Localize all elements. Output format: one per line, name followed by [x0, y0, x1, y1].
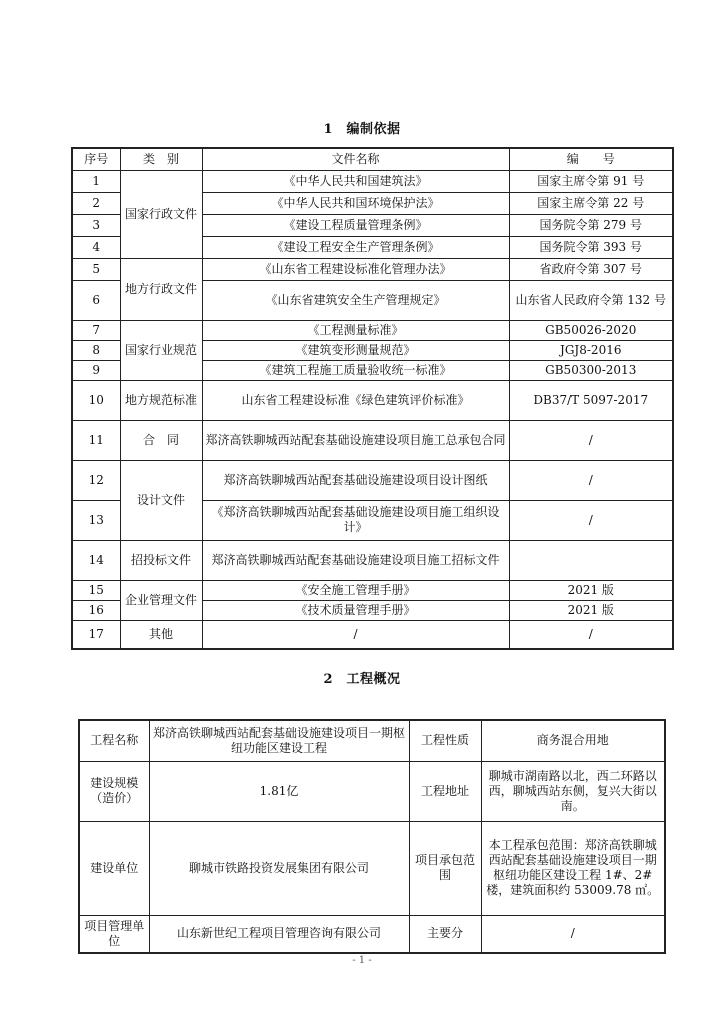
row-no: 14 [72, 540, 120, 580]
doc-name: 《中华人民共和国环境保护法》 [202, 192, 509, 214]
doc-name: 《建筑工程施工质量验收统一标准》 [202, 360, 509, 380]
row-no: 3 [72, 214, 120, 236]
doc-name: 《建设工程质量管理条例》 [202, 214, 509, 236]
doc-code: 国务院令第 393 号 [509, 236, 673, 258]
doc-code: / [509, 420, 673, 460]
table-row [72, 540, 673, 580]
row-no: 8 [72, 340, 120, 360]
value-management-unit: 山东新世纪工程项目管理咨询有限公司 [149, 915, 409, 953]
table-header-row [72, 148, 673, 170]
value-scale: 1.81亿 [149, 761, 409, 821]
doc-code: 2021 版 [509, 580, 673, 600]
value-main-sub: / [481, 915, 665, 953]
value-project-name: 郑济高铁聊城西站配套基础设施建设项目一期枢纽功能区建设工程 [149, 720, 409, 761]
row-no: 4 [72, 236, 120, 258]
doc-code: 国家主席令第 22 号 [509, 192, 673, 214]
table-row [72, 170, 673, 192]
label-address: 工程地址 [409, 761, 481, 821]
table-row [72, 320, 673, 340]
label-project-nature: 工程性质 [409, 720, 481, 761]
overview-table [78, 719, 666, 954]
label-main-sub: 主要分 [409, 915, 481, 953]
row-no: 2 [72, 192, 120, 214]
row-no: 1 [72, 170, 120, 192]
table-row [72, 420, 673, 460]
row-no: 15 [72, 580, 120, 600]
doc-name: 《技术质量管理手册》 [202, 600, 509, 620]
category-cell: 企业管理文件 [120, 580, 202, 620]
header-no: 序号 [72, 148, 120, 170]
row-no: 10 [72, 380, 120, 420]
value-address: 聊城市湖南路以北，西二环路以西，聊城西站东侧，复兴大街以南。 [481, 761, 665, 821]
doc-code: / [509, 500, 673, 540]
doc-name: / [202, 620, 509, 649]
table-row [79, 761, 665, 821]
label-scale: 建设规模（造价） [79, 761, 149, 821]
doc-code: / [509, 620, 673, 649]
doc-name: 郑济高铁聊城西站配套基础设施建设项目施工招标文件 [202, 540, 509, 580]
doc-code: 省政府令第 307 号 [509, 258, 673, 280]
doc-name: 郑济高铁聊城西站配套基础设施建设项目施工总承包合同 [202, 420, 509, 460]
table-row [79, 720, 665, 761]
doc-code [509, 540, 673, 580]
label-builder: 建设单位 [79, 821, 149, 915]
table-row [72, 580, 673, 600]
label-project-name: 工程名称 [79, 720, 149, 761]
value-builder: 聊城市铁路投资发展集团有限公司 [149, 821, 409, 915]
row-no: 6 [72, 280, 120, 320]
header-code: 编 号 [509, 148, 673, 170]
doc-name: 《山东省工程建设标准化管理办法》 [202, 258, 509, 280]
doc-code: 2021 版 [509, 600, 673, 620]
doc-name: 《郑济高铁聊城西站配套基础设施建设项目施工组织设计》 [202, 500, 509, 540]
row-no: 17 [72, 620, 120, 649]
row-no: 5 [72, 258, 120, 280]
category-cell: 地方规范标准 [120, 380, 202, 420]
row-no: 7 [72, 320, 120, 340]
doc-code: 山东省人民政府令第 132 号 [509, 280, 673, 320]
table-row [72, 258, 673, 280]
doc-name: 《安全施工管理手册》 [202, 580, 509, 600]
category-cell: 合 同 [120, 420, 202, 460]
category-cell: 国家行业规范 [120, 320, 202, 380]
row-no: 16 [72, 600, 120, 620]
value-contract-scope: 本工程承包范围：郑济高铁聊城西站配套基础设施建设项目一期枢纽功能区建设工程 1#、2#楼，建筑面积约 53009.78 ㎡。 [481, 821, 665, 915]
table-row [72, 620, 673, 649]
doc-name: 《中华人民共和国建筑法》 [202, 170, 509, 192]
category-cell: 设计文件 [120, 460, 202, 540]
doc-name: 《建筑变形测量规范》 [202, 340, 509, 360]
doc-code: 国务院令第 279 号 [509, 214, 673, 236]
doc-code: GB50026-2020 [509, 320, 673, 340]
row-no: 12 [72, 460, 120, 500]
table-row [72, 380, 673, 420]
doc-code: DB37/T 5097-2017 [509, 380, 673, 420]
category-cell: 国家行政文件 [120, 170, 202, 258]
page-number: - 1 - [352, 955, 372, 966]
header-category: 类 别 [120, 148, 202, 170]
section2-title: 2 工程概况 [323, 672, 401, 687]
value-project-nature: 商务混合用地 [481, 720, 665, 761]
category-cell: 招投标文件 [120, 540, 202, 580]
row-no: 13 [72, 500, 120, 540]
table-row [72, 460, 673, 500]
doc-code: 国家主席令第 91 号 [509, 170, 673, 192]
section1-title: 1 编制依据 [323, 122, 401, 137]
doc-name: 《山东省建筑安全生产管理规定》 [202, 280, 509, 320]
category-cell: 其他 [120, 620, 202, 649]
label-contract-scope: 项目承包范围 [409, 821, 481, 915]
doc-code: GB50300-2013 [509, 360, 673, 380]
doc-name: 郑济高铁聊城西站配套基础设施建设项目设计图纸 [202, 460, 509, 500]
doc-code: JGJ8-2016 [509, 340, 673, 360]
header-doc-name: 文件名称 [202, 148, 509, 170]
table-row [79, 915, 665, 953]
row-no: 11 [72, 420, 120, 460]
doc-name: 山东省工程建设标准《绿色建筑评价标准》 [202, 380, 509, 420]
doc-name: 《建设工程安全生产管理条例》 [202, 236, 509, 258]
basis-table [71, 147, 674, 650]
doc-name: 《工程测量标准》 [202, 320, 509, 340]
category-cell: 地方行政文件 [120, 258, 202, 320]
doc-code: / [509, 460, 673, 500]
table-row [79, 821, 665, 915]
row-no: 9 [72, 360, 120, 380]
label-management-unit: 项目管理单位 [79, 915, 149, 953]
